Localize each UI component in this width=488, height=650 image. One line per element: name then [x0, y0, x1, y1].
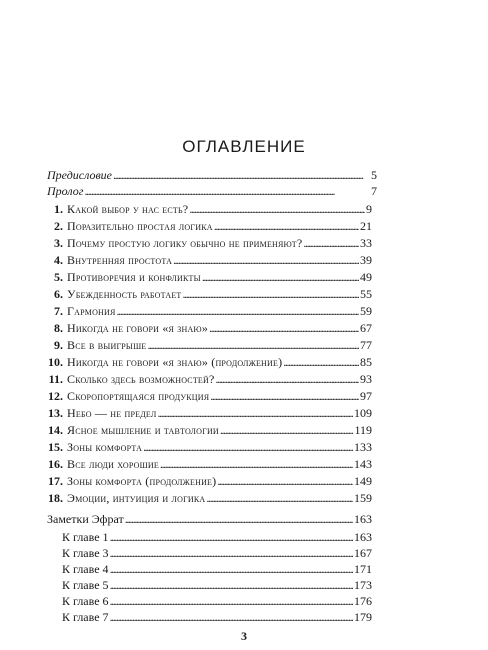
- chapter-number: 9.: [54, 338, 63, 352]
- chapter-number: 16.: [48, 457, 63, 471]
- toc-entry-page: 5: [371, 168, 377, 182]
- toc-entry-note-6[interactable]: [62, 594, 372, 609]
- toc-entry-chapter-11[interactable]: [47, 372, 372, 387]
- toc-entry-page: 9: [366, 202, 372, 216]
- dot-leader: [214, 219, 359, 234]
- toc-entry-label: Сколько здесь возможностей?: [67, 372, 215, 386]
- chapter-number: 12.: [48, 389, 63, 403]
- toc-entry-note-1[interactable]: [62, 530, 372, 545]
- chapter-number: 15.: [48, 440, 63, 454]
- toc-entry-chapter-18[interactable]: [47, 491, 372, 506]
- dot-leader: [216, 372, 360, 387]
- toc-entry-chapter-4[interactable]: [47, 253, 372, 268]
- toc-entry-label: К главе 4: [62, 562, 109, 576]
- toc-entry-label: Зоны комфорта (продолжение): [67, 474, 217, 488]
- toc-entry-chapter-5[interactable]: [47, 270, 372, 285]
- dot-leader: [202, 270, 359, 285]
- chapter-number: 6.: [54, 287, 63, 301]
- toc-entry-label: Пролог: [47, 184, 84, 198]
- toc-entry-page: 7: [371, 184, 377, 198]
- toc-entry-page: 163: [354, 530, 372, 544]
- chapter-number: 8.: [54, 321, 63, 335]
- toc-entry-page: 21: [360, 219, 372, 233]
- chapter-number: 3.: [54, 236, 63, 250]
- toc-entry-chapter-2[interactable]: [47, 219, 372, 234]
- toc-entry-page: 109: [354, 406, 372, 420]
- toc-entry-page: 77: [360, 338, 372, 352]
- dot-leader: [147, 338, 359, 353]
- toc-entry-label: Почему простую логику обычно не применяют?: [67, 236, 303, 250]
- toc-entry-notes[interactable]: [47, 512, 372, 527]
- toc-entry-chapter-6[interactable]: [47, 287, 372, 302]
- toc-entry-label: Все в выигрыше: [67, 338, 147, 352]
- dot-leader: [173, 253, 359, 268]
- dot-leader: [110, 546, 353, 561]
- toc-entry-label: Поразительно простая логика: [67, 219, 213, 233]
- toc-entry-page: 33: [360, 236, 372, 250]
- dot-leader: [209, 321, 359, 336]
- toc-entry-page: 67: [360, 321, 372, 335]
- page-number: 3: [241, 629, 247, 643]
- toc-entry-page: 163: [354, 512, 372, 526]
- toc-entry-page: 39: [360, 253, 372, 267]
- dot-leader: [143, 440, 353, 455]
- chapter-number: 11.: [48, 372, 63, 386]
- toc-entry-page: 93: [360, 372, 372, 386]
- toc-entry-chapter-3[interactable]: [47, 236, 372, 251]
- toc-entry-chapter-15[interactable]: [47, 440, 372, 455]
- chapter-number: 5.: [54, 270, 63, 284]
- toc-entry-chapter-14[interactable]: [47, 423, 372, 438]
- dot-leader: [160, 457, 353, 472]
- dot-leader: [110, 562, 353, 577]
- toc-entry-label: Все люди хорошие: [67, 457, 159, 471]
- toc-entry-label: Никогда не говори «я знаю» (продолжение): [67, 355, 283, 369]
- toc-entry-chapter-1[interactable]: [47, 202, 372, 217]
- toc-entry-label: К главе 6: [62, 594, 109, 608]
- toc-entry-label: Ясное мышление и тавтологии: [67, 423, 219, 437]
- dot-leader: [189, 202, 365, 217]
- toc-entry-chapter-17[interactable]: [47, 474, 372, 489]
- dot-leader: [113, 168, 370, 183]
- toc-entry-page: 59: [360, 304, 372, 318]
- toc-entry-prologue[interactable]: [47, 184, 377, 199]
- toc-entry-preface[interactable]: [47, 168, 377, 183]
- chapter-number: 13.: [48, 406, 63, 420]
- toc-entry-label: Зоны комфорта: [67, 440, 143, 454]
- dot-leader: [158, 406, 353, 421]
- toc-entry-label: Какой выбор у нас есть?: [67, 202, 189, 216]
- toc-entry-page: 159: [354, 491, 372, 505]
- toc-entry-chapter-9[interactable]: [47, 338, 372, 353]
- toc-entry-label: Убежденность работает: [67, 287, 182, 301]
- toc-entry-chapter-10[interactable]: [47, 355, 372, 370]
- toc-entry-label: К главе 5: [62, 578, 109, 592]
- toc-entry-label: К главе 3: [62, 546, 109, 560]
- toc-entry-label: Предисловие: [47, 168, 113, 182]
- chapter-number: 2.: [54, 219, 63, 233]
- toc-entry-label: Заметки Эфрат: [47, 512, 124, 526]
- toc-entry-page: 55: [360, 287, 372, 301]
- toc-entry-label: К главе 1: [62, 530, 109, 544]
- dot-leader: [125, 512, 353, 527]
- dot-leader: [217, 474, 353, 489]
- toc-entry-note-4[interactable]: [62, 562, 372, 577]
- chapter-number: 10.: [48, 355, 63, 369]
- dot-leader: [117, 304, 359, 319]
- toc-entry-chapter-13[interactable]: [47, 406, 372, 421]
- toc-entry-label: Скоропортящаяся продукция: [67, 389, 210, 403]
- toc-entry-page: 85: [360, 355, 372, 369]
- toc-entry-page: 173: [354, 578, 372, 592]
- toc-entry-page: 97: [360, 389, 372, 403]
- toc-entry-page: 133: [354, 440, 372, 454]
- dot-leader: [283, 355, 359, 370]
- dot-leader: [110, 578, 353, 593]
- toc-entry-label: Эмоции, интуиция и логика: [67, 491, 206, 505]
- toc-entry-chapter-16[interactable]: [47, 457, 372, 472]
- dot-leader: [84, 184, 370, 199]
- toc-entry-page: 171: [354, 562, 372, 576]
- toc-entry-page: 119: [354, 423, 372, 437]
- chapter-number: 7.: [54, 304, 63, 318]
- toc-entry-label: Внутренняя простота: [67, 253, 173, 267]
- dot-leader: [110, 594, 353, 609]
- chapter-number: 17.: [48, 474, 63, 488]
- toc-entry-label: К главе 7: [62, 610, 109, 624]
- toc-entry-chapter-7[interactable]: [47, 304, 372, 319]
- chapter-number: 4.: [54, 253, 63, 267]
- dot-leader: [220, 423, 354, 438]
- toc-entry-page: 149: [354, 474, 372, 488]
- chapter-number: 18.: [48, 491, 63, 505]
- dot-leader: [110, 610, 353, 625]
- toc-entry-note-3[interactable]: [62, 546, 372, 561]
- toc-entry-page: 49: [360, 270, 372, 284]
- dot-leader: [303, 236, 359, 251]
- toc-entry-chapter-12[interactable]: [47, 389, 372, 404]
- toc-entry-label: Противоречия и конфликты: [67, 270, 201, 284]
- toc-entry-label: Гармония: [67, 304, 116, 318]
- toc-entry-note-5[interactable]: [62, 578, 372, 593]
- toc-entry-page: 176: [354, 594, 372, 608]
- toc-entry-page: 143: [354, 457, 372, 471]
- page-title: ОГЛАВЛЕНИЕ: [182, 137, 306, 156]
- dot-leader: [206, 491, 353, 506]
- toc-entry-label: Небо — не предел: [67, 406, 157, 420]
- dot-leader: [110, 530, 353, 545]
- toc-entry-page: 179: [354, 610, 372, 624]
- toc-entry-note-7[interactable]: [62, 610, 372, 625]
- chapter-number: 1.: [54, 202, 63, 216]
- chapter-number: 14.: [48, 423, 63, 437]
- dot-leader: [183, 287, 360, 302]
- dot-leader: [210, 389, 359, 404]
- toc-entry-label: Никогда не говори «я знаю»: [67, 321, 209, 335]
- toc-entry-page: 167: [354, 546, 372, 560]
- toc-entry-chapter-8[interactable]: [47, 321, 372, 336]
